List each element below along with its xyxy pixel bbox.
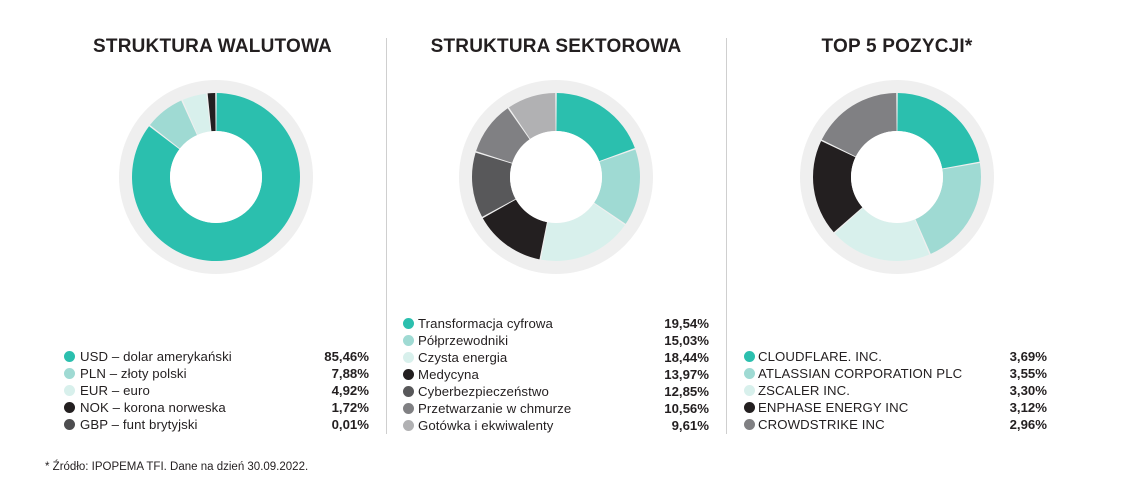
legend-label: Medycyna xyxy=(418,367,479,382)
source-note: * Źródło: IPOPEMA TFI. Dane na dzień 30.09.2022. xyxy=(45,461,309,473)
legend-value: 19,54% xyxy=(664,316,709,331)
donut-hole xyxy=(510,131,602,223)
top5-positions-panel xyxy=(727,0,1067,440)
legend-item xyxy=(387,315,725,332)
legend-color-dot xyxy=(403,403,414,414)
legend-item xyxy=(40,399,385,416)
currency-donut-chart xyxy=(119,80,313,274)
legend-value: 9,61% xyxy=(671,418,709,433)
legend-label: Półprzewodniki xyxy=(418,333,509,348)
legend-value: 3,55% xyxy=(1009,366,1047,381)
legend-item xyxy=(387,366,725,383)
donut-hole xyxy=(170,131,262,223)
legend-value: 2,96% xyxy=(1009,417,1047,432)
legend-item xyxy=(387,417,725,434)
legend-label: Przetwarzanie w chmurze xyxy=(418,401,572,416)
legend-color-dot xyxy=(403,420,414,431)
legend-label: CLOUDFLARE. INC. xyxy=(758,349,882,364)
legend-item xyxy=(727,365,1067,382)
legend-color-dot xyxy=(403,386,414,397)
currency-legend xyxy=(40,348,385,433)
legend-value: 0,01% xyxy=(331,417,369,432)
legend-item xyxy=(727,382,1067,399)
legend-label: USD – dolar amerykański xyxy=(80,349,232,364)
legend-color-dot xyxy=(744,351,755,362)
legend-value: 3,30% xyxy=(1009,383,1047,398)
legend-label: ENPHASE ENERGY INC xyxy=(758,400,909,415)
legend-color-dot xyxy=(403,369,414,380)
legend-label: Cyberbezpieczeństwo xyxy=(418,384,549,399)
legend-label: EUR – euro xyxy=(80,383,150,398)
legend-color-dot xyxy=(744,402,755,413)
legend-color-dot xyxy=(64,368,75,379)
legend-item xyxy=(40,416,385,433)
legend-color-dot xyxy=(403,318,414,329)
legend-label: ZSCALER INC. xyxy=(758,383,851,398)
legend-label: Czysta energia xyxy=(418,350,508,365)
legend-value: 4,92% xyxy=(331,383,369,398)
legend-item xyxy=(387,383,725,400)
legend-label: NOK – korona norweska xyxy=(80,400,226,415)
legend-color-dot xyxy=(64,385,75,396)
legend-item xyxy=(387,400,725,417)
legend-color-dot xyxy=(403,335,414,346)
legend-value: 10,56% xyxy=(664,401,709,416)
legend-color-dot xyxy=(64,351,75,362)
legend-value: 3,69% xyxy=(1009,349,1047,364)
donut-hole xyxy=(851,131,943,223)
chart-title: STRUKTURA SEKTOROWA xyxy=(430,36,682,57)
chart-title: TOP 5 POZYCJI* xyxy=(821,36,973,57)
legend-item xyxy=(387,349,725,366)
legend-color-dot xyxy=(403,352,414,363)
legend-value: 13,97% xyxy=(664,367,709,382)
legend-item xyxy=(727,399,1067,416)
legend-color-dot xyxy=(64,419,75,430)
sector-structure-panel xyxy=(387,0,725,440)
legend-item xyxy=(387,332,725,349)
currency-structure-panel xyxy=(40,0,385,440)
legend-item xyxy=(40,382,385,399)
legend-value: 15,03% xyxy=(664,333,709,348)
sector-donut-chart xyxy=(459,80,653,274)
legend-value: 7,88% xyxy=(331,366,369,381)
legend-value: 85,46% xyxy=(324,349,369,364)
legend-item xyxy=(727,348,1067,365)
legend-label: PLN – złoty polski xyxy=(80,366,187,381)
legend-label: ATLASSIAN CORPORATION PLC xyxy=(758,366,963,381)
legend-value: 3,12% xyxy=(1009,400,1047,415)
legend-item xyxy=(727,416,1067,433)
legend-label: CROWDSTRIKE INC xyxy=(758,417,885,432)
sector-legend xyxy=(387,315,725,434)
legend-color-dot xyxy=(744,419,755,430)
legend-value: 1,72% xyxy=(331,400,369,415)
legend-label: Transformacja cyfrowa xyxy=(418,316,553,331)
legend-color-dot xyxy=(744,368,755,379)
legend-value: 12,85% xyxy=(664,384,709,399)
legend-color-dot xyxy=(744,385,755,396)
top5-legend xyxy=(727,348,1067,433)
legend-value: 18,44% xyxy=(664,350,709,365)
chart-title: STRUKTURA WALUTOWA xyxy=(93,36,332,57)
legend-label: GBP – funt brytyjski xyxy=(80,417,198,432)
legend-item xyxy=(40,365,385,382)
legend-item xyxy=(40,348,385,365)
top5-donut-chart xyxy=(800,80,994,274)
legend-color-dot xyxy=(64,402,75,413)
legend-label: Gotówka i ekwiwalenty xyxy=(418,418,554,433)
